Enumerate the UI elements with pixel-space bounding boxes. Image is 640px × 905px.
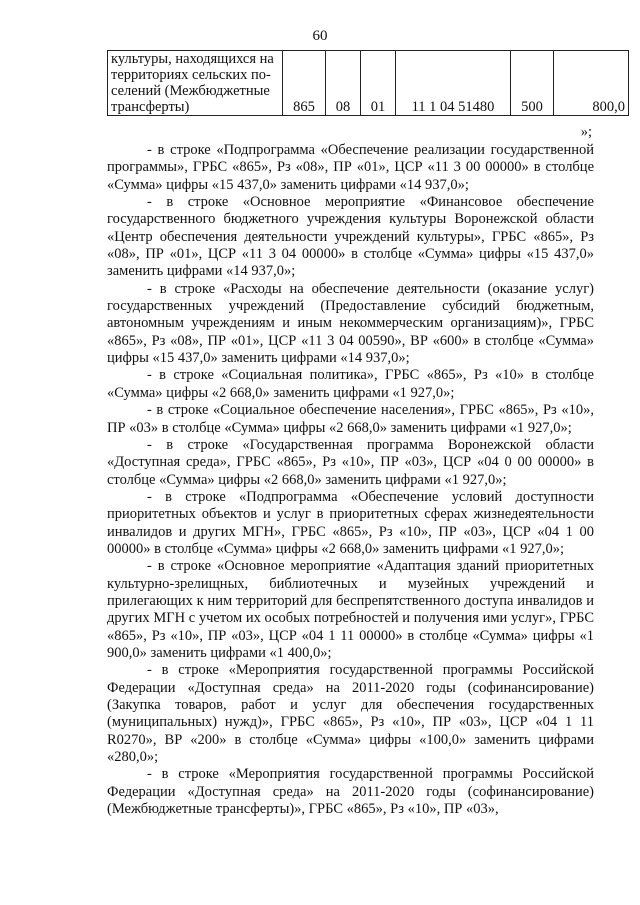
paragraph-5: - в строке «Социальное обеспечение населения», ГРБС «865», Рз «10», ПР «03» в столбце «Сумма» цифры «2 668,0» заменить цифрами «1 927,0»; — [107, 402, 594, 436]
budget-table — [107, 50, 629, 116]
name-line-3: селений (Межбюджетные — [111, 83, 270, 99]
page-number: 60 — [312, 28, 328, 44]
table-cell-pr: 01 — [361, 51, 396, 116]
paragraph-7: - в строке «Подпрограмма «Обеспечение условий доступности приоритетных объектов и услуг в приоритетных сферах жизнедеятельности инвалидов и других МГН», ГРБС «865», Рз «10», ПР «03», ЦСР «04 1 00 00000» в столбце «Сумма» цифры «2 668,0» заменить цифрами «1 927,0»; — [107, 488, 594, 557]
table-closing-quote: »; — [580, 124, 592, 140]
paragraph-9: - в строке «Мероприятия государственной программы Российской Федерации «Доступная среда» на 2011-2020 годы (софинансирование) (Закупка товаров, работ и услуг для обеспечения государственных (муниципальных) нужд)», ГРБС «865», Рз «10», ПР «03», ЦСР «04 1 11 R0270», ВР «200» в столбце «Сумма» цифры «100,0» заменить цифрами «280,0»; — [107, 662, 594, 766]
table-cell-sum: 800,0 — [554, 51, 629, 116]
table-cell-csr: 11 1 04 51480 — [396, 51, 511, 116]
table-cell-name — [108, 51, 283, 116]
document-body — [107, 142, 594, 818]
name-line-2: территориях сельских по- — [111, 67, 271, 83]
paragraph-6: - в строке «Государственная программа Воронежской области «Доступная среда», ГРБС «865», Рз «10», ПР «03», ЦСР «04 0 00 00000» в столбце «Сумма» цифры «2 668,0» заменить цифрами «1 927,0»; — [107, 436, 594, 488]
paragraph-2: - в строке «Основное мероприятие «Финансовое обеспечение государственного бюджетного учреждения культуры Воронежской области «Центр обеспечения деятельности учреждений культуры», ГРБС «865», Рз «08», ПР «01», ЦСР «11 3 04 00000» в столбце «Сумма» цифры «15 437,0» заменить цифрами «14 937,0»; — [107, 194, 594, 280]
name-line-4: трансферты) — [111, 99, 190, 115]
paragraph-4: - в строке «Социальная политика», ГРБС «865», Рз «10» в столбце «Сумма» цифры «2 668,0» заменить цифрами «1 927,0»; — [107, 367, 594, 401]
table-cell-rz: 08 — [326, 51, 361, 116]
paragraph-8: - в строке «Основное мероприятие «Адаптация зданий приоритетных культурно-зрелищных, библиотечных и музейных учреждений и прилегающих к ним территорий для беспрепятственного доступа инвалидов и других МГН с учетом их особых потребностей и получения ими услуг», ГРБС «865», Рз «10», ПР «03», ЦСР «04 1 11 00000» в столбце «Сумма» цифры «1 900,0» заменить цифрами «1 400,0»; — [107, 558, 594, 661]
table-row — [108, 51, 629, 116]
paragraph-10: - в строке «Мероприятия государственной программы Российской Федерации «Доступная среда» на 2011-2020 годы (софинансирование) (Межбюджетные трансферты)», ГРБС «865», Рз «10», ПР «03», — [107, 766, 594, 818]
table-cell-vr: 500 — [511, 51, 554, 116]
paragraph-3: - в строке «Расходы на обеспечение деятельности (оказание услуг) государственных учреждений (Предоставление субсидий бюджетным, автономным учреждениям и иным некоммерческим организациям)», ГРБС «865», Рз «08», ПР «01», ЦСР «11 3 04 00590», ВР «600» в столбце «Сумма» цифры «15 437,0» заменить цифрами «14 937,0»; — [107, 280, 594, 367]
paragraph-1: - в строке «Подпрограмма «Обеспечение реализации государственной программы», ГРБС «865», Рз «08», ПР «01», ЦСР «11 3 00 00000» в столбце «Сумма» цифры «15 437,0» заменить цифрами «14 937,0»; — [107, 142, 594, 193]
name-line-1: культуры, находящихся на — [111, 51, 274, 67]
table-cell-grbs: 865 — [283, 51, 326, 116]
